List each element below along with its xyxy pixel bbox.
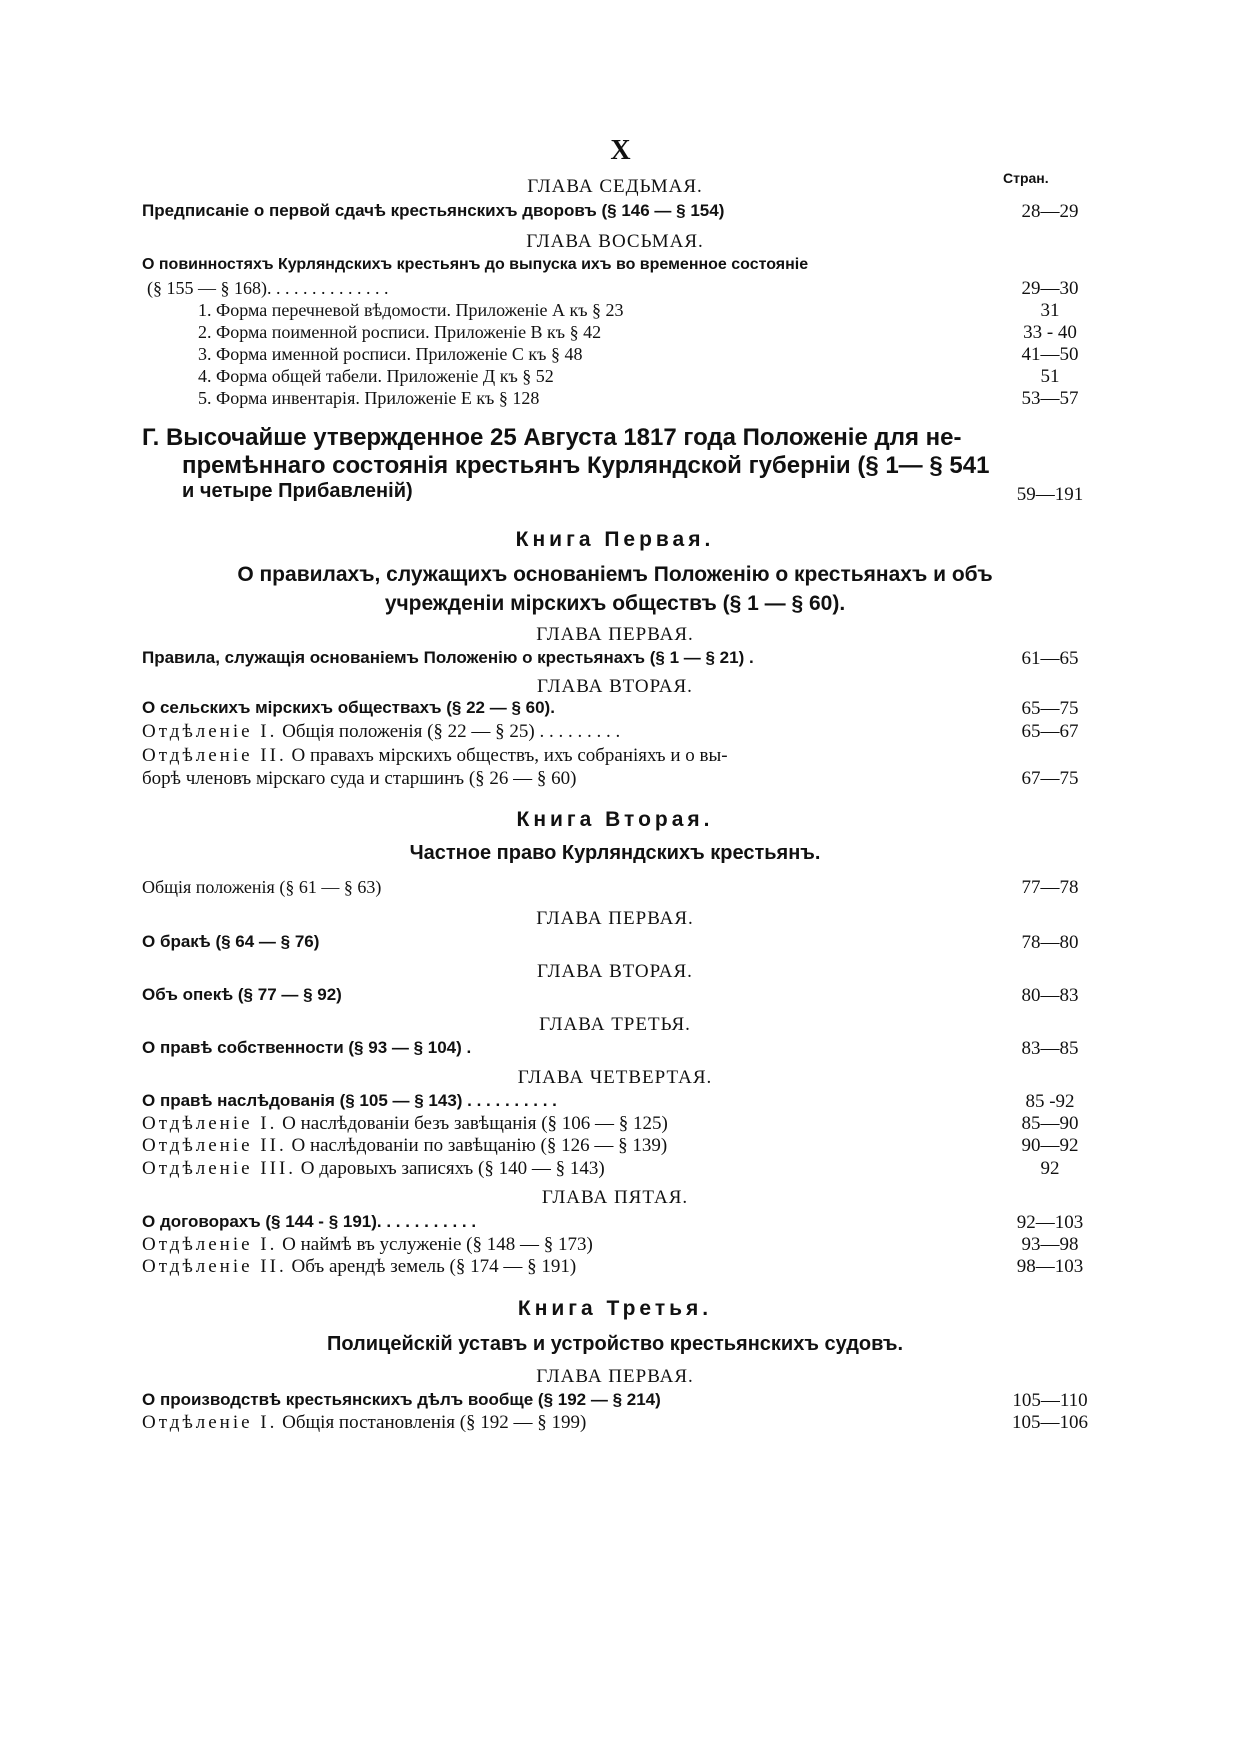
page-range: 61—65 xyxy=(1021,648,1079,669)
toc-subsection: Отдѣленiе I. О наслѣдованiи безъ завѣщанiя (§ 106 — § 125) xyxy=(142,1113,668,1134)
form-item: 1. Форма перечневой вѣдомости. Приложенiе А къ § 23 xyxy=(198,300,624,320)
book-subtitle: учрежденiи мiрскихъ обществъ (§ 1 — § 60). xyxy=(384,592,846,615)
page-range: 67—75 xyxy=(1021,768,1079,789)
chapter-heading: ГЛАВА ПЕРВАЯ. xyxy=(536,1366,694,1387)
toc-entry: Предписанiе о первой сдачѣ крестьянскихъ дворовъ (§ 146 — § 154) xyxy=(142,201,725,220)
chapter-heading: ГЛАВА ПЯТАЯ. xyxy=(541,1187,689,1208)
toc-entry: О правѣ собственности (§ 93 — § 104) . xyxy=(142,1038,472,1057)
chapter-heading: ГЛАВА ВТОРАЯ. xyxy=(537,961,693,982)
form-item: 2. Форма поименной росписи. Приложенiе В къ § 42 xyxy=(198,322,602,342)
chapter-heading: ГЛАВА ТРЕТЬЯ. xyxy=(539,1014,691,1035)
toc-subsection: Отдѣленiе II. О наслѣдованiи по завѣщанiю (§ 126 — § 139) xyxy=(142,1135,668,1156)
page-range: 65—67 xyxy=(1021,721,1079,742)
page-range: 41—50 xyxy=(1021,344,1079,365)
subsection-label: Отдѣленiе II. xyxy=(142,1135,287,1156)
page-range: 77—78 xyxy=(1021,877,1079,898)
section-title-continuation: премѣннаго состоянiя крестьянъ Курляндской губернiи (§ 1— § 541 xyxy=(182,452,990,479)
book-title: Книга Вторая. xyxy=(516,808,714,831)
page-range: 53—57 xyxy=(1021,388,1079,409)
chapter-heading: ГЛАВА ПЕРВАЯ. xyxy=(536,908,694,929)
section-title: Г. Высочайше утвержденное 25 Августа 1817 года Положенiе для не- xyxy=(142,424,962,451)
toc-entry: Общiя положенiя (§ 61 — § 63) xyxy=(142,877,382,897)
section-title-continuation: и четыре Прибавленiй) xyxy=(182,480,413,502)
chapter-heading: ГЛАВА ПЕРВАЯ. xyxy=(536,624,694,645)
chapter-heading: ГЛАВА ВТОРАЯ. xyxy=(537,676,693,697)
toc-entry: О сельскихъ мiрскихъ обществахъ (§ 22 — § 60). xyxy=(142,698,555,717)
book-subtitle: Частное право Курляндскихъ крестьянъ. xyxy=(409,842,821,864)
page-range: 98—103 xyxy=(1016,1256,1084,1277)
toc-subsection: Отдѣленiе III. О даровыхъ записяхъ (§ 140 — § 143) xyxy=(142,1158,605,1179)
subsection-label: Отдѣленiе II. xyxy=(142,745,287,766)
page-range: 83—85 xyxy=(1021,1038,1079,1059)
page-range: 78—80 xyxy=(1021,932,1079,953)
toc-entry: О повинностяхъ Курляндскихъ крестьянъ до выпуска ихъ во временное состоянiе xyxy=(142,256,809,273)
page-range: 92 xyxy=(1040,1158,1060,1179)
page-range: 29—30 xyxy=(1021,278,1079,299)
toc-subsection: Отдѣленiе I. Общiя постановленiя (§ 192 — § 199) xyxy=(142,1412,587,1433)
toc-subsection-continuation: борѣ членовъ мiрскаго суда и старшинъ (§ 26 — § 60) xyxy=(142,768,577,789)
page-range: 93—98 xyxy=(1021,1234,1079,1255)
page-range: 105—110 xyxy=(1012,1390,1088,1411)
page-range: 85—90 xyxy=(1021,1113,1079,1134)
subsection-label: Отдѣленiе I. xyxy=(142,1234,278,1255)
page-range: 59—191 xyxy=(1016,484,1084,505)
toc-subsection: Отдѣленiе I. О наймѣ въ услуженiе (§ 148 — § 173) xyxy=(142,1234,593,1255)
pages-column-header: Стран. xyxy=(1003,170,1049,186)
book-title: Книга Первая. xyxy=(515,528,715,551)
toc-entry: О бракѣ (§ 64 — § 76) xyxy=(142,932,320,951)
subsection-label: Отдѣленiе I. xyxy=(142,1113,278,1134)
page-range: 51 xyxy=(1040,366,1060,387)
page-range: 85 -92 xyxy=(1025,1091,1075,1112)
form-item: 4. Форма общей табели. Приложенiе Д къ § 52 xyxy=(198,366,554,386)
chapter-heading: ГЛАВА ЧЕТВЕРТАЯ. xyxy=(517,1067,713,1088)
form-item: 3. Форма именной росписи. Приложенiе С къ § 48 xyxy=(198,344,583,364)
subsection-label: Отдѣленiе I. xyxy=(142,1412,278,1433)
page-range: 28—29 xyxy=(1021,201,1079,222)
toc-entry: О договорахъ (§ 144 - § 191). . . . . . . . . . . xyxy=(142,1212,477,1231)
chapter-heading: ГЛАВА СЕДЬМАЯ. xyxy=(527,176,703,197)
page-range: 105—106 xyxy=(1012,1412,1088,1433)
toc-entry: Объ опекѣ (§ 77 — § 92) xyxy=(142,985,342,1004)
toc-entry: Правила, служащiя основанiемъ Положенiю о крестьянахъ (§ 1 — § 21) . xyxy=(142,648,754,667)
form-item: 5. Форма инвентарiя. Приложенiе Е къ § 128 xyxy=(198,388,540,408)
toc-entry-continuation: (§ 155 — § 168). . . . . . . . . . . . . . xyxy=(147,278,389,298)
toc-subsection: Отдѣленiе I. Общiя положенiя (§ 22 — § 25) . . . . . . . . . xyxy=(142,721,621,742)
book-subtitle: О правилахъ, служащихъ основанiемъ Положенiю о крестьянахъ и объ xyxy=(237,563,993,586)
chapter-heading: ГЛАВА ВОСЬМАЯ. xyxy=(526,231,704,252)
page-range: 92—103 xyxy=(1016,1212,1084,1233)
page-range: 65—75 xyxy=(1021,698,1079,719)
page-range: 31 xyxy=(1040,300,1060,321)
toc-entry: О правѣ наслѣдованiя (§ 105 — § 143) . . . . . . . . . . xyxy=(142,1091,557,1110)
subsection-label: Отдѣленiе III. xyxy=(142,1158,297,1179)
toc-subsection: Отдѣленiе II. О правахъ мiрскихъ обществъ, ихъ собранiяхъ и о вы- xyxy=(142,745,728,766)
page-folio: X xyxy=(610,135,631,166)
subsection-label: Отдѣленiе II. xyxy=(142,1256,287,1277)
page-range: 90—92 xyxy=(1021,1135,1079,1156)
book-title: Книга Третья. xyxy=(517,1297,713,1320)
toc-entry: О производствѣ крестьянскихъ дѣлъ вообще (§ 192 — § 214) xyxy=(142,1390,661,1409)
page-range: 33 - 40 xyxy=(1023,322,1077,343)
toc-subsection: Отдѣленiе II. Объ арендѣ земель (§ 174 — § 191) xyxy=(142,1256,577,1277)
subsection-label: Отдѣленiе I. xyxy=(142,721,278,742)
page-range: 80—83 xyxy=(1021,985,1079,1006)
book-subtitle: Полицейскiй уставъ и устройство крестьянскихъ судовъ. xyxy=(326,1333,904,1355)
